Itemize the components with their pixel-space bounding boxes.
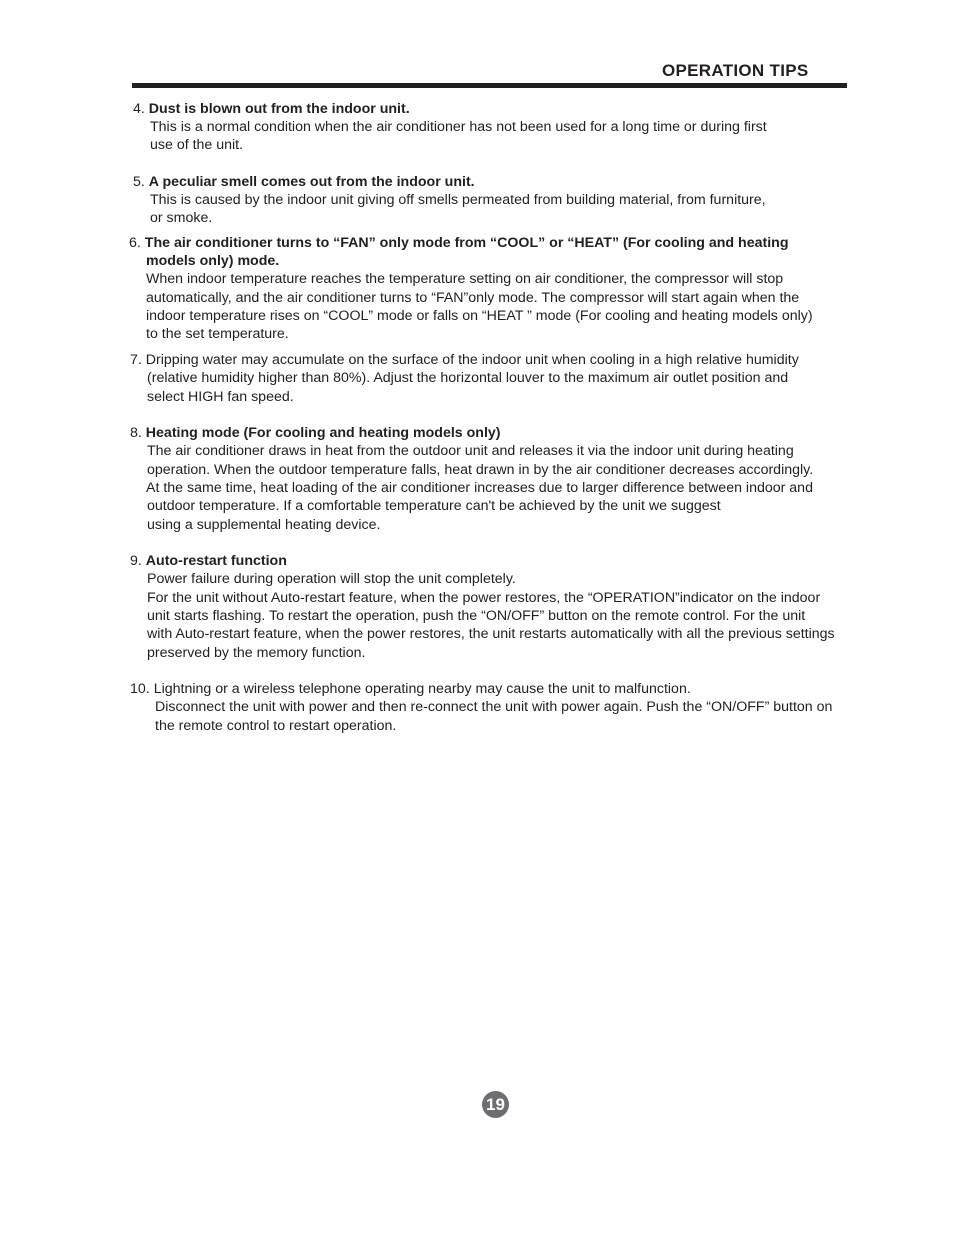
tip-body-line: or smoke.: [150, 210, 213, 226]
tip-body-line: automatically, and the air conditioner turns to “FAN”only mode. The compressor will start again when the: [146, 290, 800, 306]
tip-body-line: When indoor temperature reaches the temperature setting on air conditioner, the compressor will stop: [146, 271, 784, 287]
tip-number: 7.: [130, 352, 142, 368]
tip-body-line: select HIGH fan speed.: [147, 389, 294, 405]
tip-heading: [130, 552, 287, 570]
tip-body-line: Disconnect the unit with power and then re-connect the unit with power again. Push the “ON/OFF” button on: [155, 699, 833, 715]
tip-body-line: operation. When the outdoor temperature falls, heat drawn in by the air conditioner decreases accordingly.: [147, 462, 814, 478]
tip-body-line: indoor temperature rises on “COOL” mode or falls on “HEAT ” mode (For cooling and heating models only): [146, 308, 813, 324]
tip-body-line: This is caused by the indoor unit giving off smells permeated from building material, from furniture,: [150, 192, 766, 208]
tip-body-line: Power failure during operation will stop the unit completely.: [147, 571, 516, 587]
tip-body-line: At the same time, heat loading of the air conditioner increases due to larger difference between indoor and: [146, 480, 813, 496]
tip-number: 8.: [130, 425, 142, 441]
tip-heading-text: A peculiar smell comes out from the indoor unit.: [148, 174, 475, 190]
page-number-badge: 19: [482, 1091, 509, 1118]
tip-number: 5.: [133, 174, 145, 190]
tip-body-text: Lightning or a wireless telephone operating nearby may cause the unit to malfunction.: [153, 681, 691, 697]
tip-body-line: [130, 351, 799, 369]
tip-heading: [130, 424, 501, 442]
tip-number: 6.: [129, 235, 141, 251]
tip-body-line: with Auto-restart feature, when the power restores, the unit restarts automatically with all the previous settings: [147, 626, 835, 642]
tip-body-line: use of the unit.: [150, 137, 244, 153]
tip-body-text: Dripping water may accumulate on the surface of the indoor unit when cooling in a high relative humidity: [145, 352, 799, 368]
tip-body-line: unit starts flashing. To restart the operation, push the “ON/OFF” button on the remote control. For the unit: [147, 608, 806, 624]
tip-heading-text: Heating mode (For cooling and heating models only): [145, 425, 501, 441]
tip-number: 9.: [130, 553, 142, 569]
tip-heading: [129, 234, 789, 252]
tip-heading: [133, 100, 410, 118]
tip-number: 4.: [133, 101, 145, 117]
page-header-title: OPERATION TIPS: [662, 61, 809, 80]
tip-body-line: (relative humidity higher than 80%). Adjust the horizontal louver to the maximum air outlet position and: [147, 370, 789, 386]
tip-body-line: For the unit without Auto-restart feature, when the power restores, the “OPERATION”indicator on the indoor: [147, 590, 821, 606]
tip-body-line: outdoor temperature. If a comfortable temperature can't be achieved by the unit we suggest: [147, 498, 721, 514]
tip-heading-text: The air conditioner turns to “FAN” only mode from “COOL” or “HEAT” (For cooling and heating: [144, 235, 789, 251]
tip-body-line: using a supplemental heating device.: [147, 517, 381, 533]
tip-body-line: [130, 680, 691, 698]
tip-body-line: to the set temperature.: [146, 326, 289, 342]
header-rule: [132, 83, 847, 88]
tip-heading: [133, 173, 475, 191]
tip-body-line: This is a normal condition when the air conditioner has not been used for a long time or during first: [150, 119, 767, 135]
tip-heading-text: Auto-restart function: [145, 553, 287, 569]
tip-number: 10.: [130, 681, 150, 697]
tip-heading-text: Dust is blown out from the indoor unit.: [148, 101, 410, 117]
tip-body-line: preserved by the memory function.: [147, 645, 366, 661]
tip-body-line: The air conditioner draws in heat from the outdoor unit and releases it via the indoor unit during heating: [147, 443, 794, 459]
tip-body-line: the remote control to restart operation.: [155, 718, 397, 734]
tip-heading-text: models only) mode.: [146, 253, 280, 269]
